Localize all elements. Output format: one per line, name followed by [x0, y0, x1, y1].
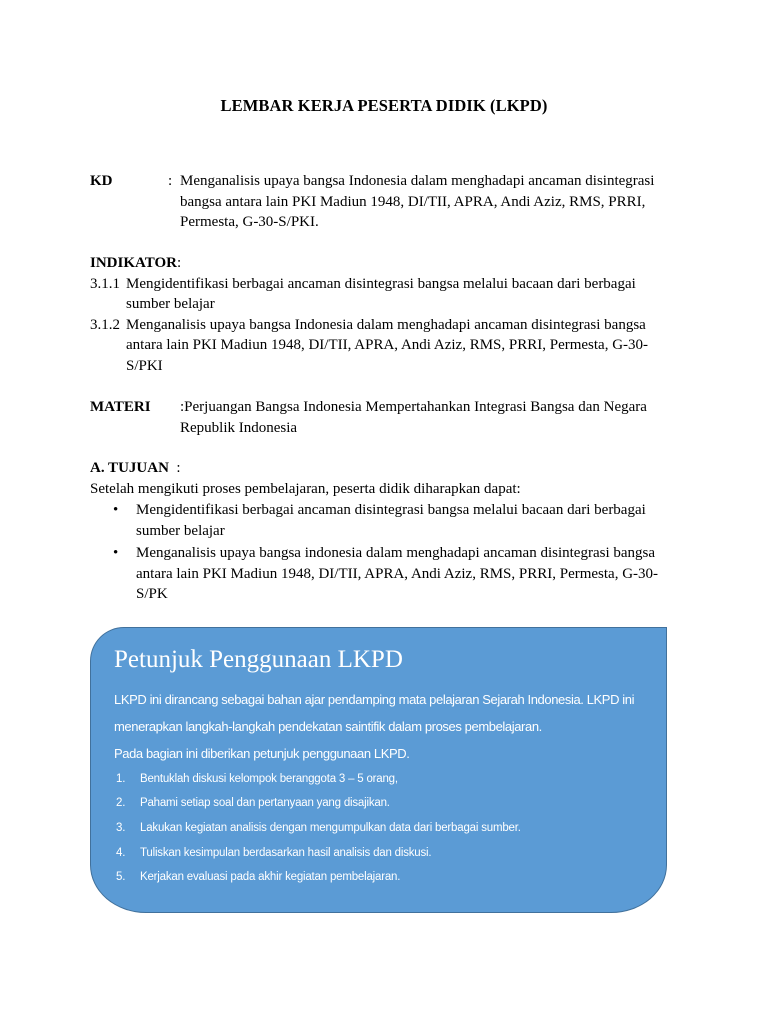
- bullet-dot: •: [113, 502, 119, 518]
- bullet-dot: •: [113, 545, 119, 561]
- indikator-2-line-3: S/PKI: [126, 357, 163, 374]
- indikator-1-line-2: sumber belajar: [126, 296, 215, 312]
- kd-line-3: Permesta, G-30-S/PKI.: [180, 214, 319, 230]
- tujuan-bullet-2-line-2: antara lain PKI Madiun 1948, DI/TII, APRA, Andi Aziz, RMS, PRRI, Permesta, G-30-: [136, 565, 659, 582]
- tujuan-bullet-2-line-1: Menganalisis upaya bangsa indonesia dalam menghadapi ancaman disintegrasi bangsa: [136, 545, 656, 561]
- step-number: 3.: [116, 822, 126, 834]
- materi-line-1: :Perjuangan Bangsa Indonesia Mempertahankan Integrasi Bangsa dan Negara: [180, 399, 647, 415]
- petunjuk-intro-line-1: LKPD ini dirancang sebagai bahan ajar pendamping mata pelajaran Sejarah Indonesia. LKPD ini: [114, 692, 635, 707]
- step-text: Pahami setiap soal dan pertanyaan yang disajikan.: [140, 797, 390, 809]
- tujuan-colon: :: [176, 460, 181, 476]
- tujuan-label: A. TUJUAN: [90, 460, 169, 476]
- step-number: 5.: [116, 871, 126, 883]
- materi-label: MATERI: [90, 399, 151, 415]
- petunjuk-intro-line-2: menerapkan langkah-langkah pendekatan saintifik dalam proses pembelajaran.: [114, 719, 542, 734]
- materi-line-2: Republik Indonesia: [180, 419, 298, 436]
- step-text: Tuliskan kesimpulan berdasarkan hasil analisis dan diskusi.: [140, 847, 432, 859]
- step-text: Bentuklah diskusi kelompok beranggota 3 – 5 orang,: [140, 773, 398, 785]
- indikator-num-2: 3.1.2: [90, 316, 120, 333]
- kd-colon: :: [168, 173, 173, 189]
- indikator-2-line-2: antara lain PKI Madiun 1948, DI/TII, APRA, Andi Aziz, RMS, PRRI, Permesta, G-30-: [126, 337, 649, 353]
- page-title: LEMBAR KERJA PESERTA DIDIK (LKPD): [220, 96, 548, 115]
- indikator-heading: [90, 253, 181, 274]
- petunjuk-title: Petunjuk Penggunaan LKPD: [114, 646, 403, 673]
- indikator-num-1: 3.1.1: [90, 275, 120, 292]
- tujuan-intro: Setelah mengikuti proses pembelajaran, peserta didik diharapkan dapat:: [90, 480, 521, 497]
- kd-line-1: Menganalisis upaya bangsa Indonesia dalam menghadapi ancaman disintegrasi: [180, 173, 655, 189]
- tujuan-bullet-1-line-2: sumber belajar: [136, 522, 225, 539]
- step-number: 4.: [116, 847, 126, 859]
- petunjuk-intro-line-3: Pada bagian ini diberikan petunjuk penggunaan LKPD.: [114, 746, 410, 761]
- indikator-colon: :: [176, 255, 182, 271]
- step-number: 1.: [116, 773, 126, 785]
- indikator-2-line-1: Menganalisis upaya bangsa Indonesia dalam menghadapi ancaman disintegrasi bangsa: [126, 316, 646, 333]
- kd-label: KD: [90, 173, 113, 189]
- tujuan-bullet-2-line-3: S/PK: [136, 586, 168, 602]
- step-number: 2.: [116, 797, 126, 809]
- step-text: Lakukan kegiatan analisis dengan mengumpulkan data dari berbagai sumber.: [140, 822, 521, 834]
- kd-line-2: bangsa antara lain PKI Madiun 1948, DI/TII, APRA, Andi Aziz, RMS, PRRI,: [180, 193, 646, 210]
- tujuan-bullet-1-line-1: Mengidentifikasi berbagai ancaman disintegrasi bangsa melalui bacaan dari berbagai: [136, 502, 646, 518]
- indikator-1-line-1: Mengidentifikasi berbagai ancaman disintegrasi bangsa melalui bacaan dari berbagai: [126, 275, 636, 292]
- indikator-label: INDIKATOR: [90, 255, 177, 271]
- step-text: Kerjakan evaluasi pada akhir kegiatan pembelajaran.: [140, 871, 401, 883]
- tujuan-heading: [90, 458, 181, 479]
